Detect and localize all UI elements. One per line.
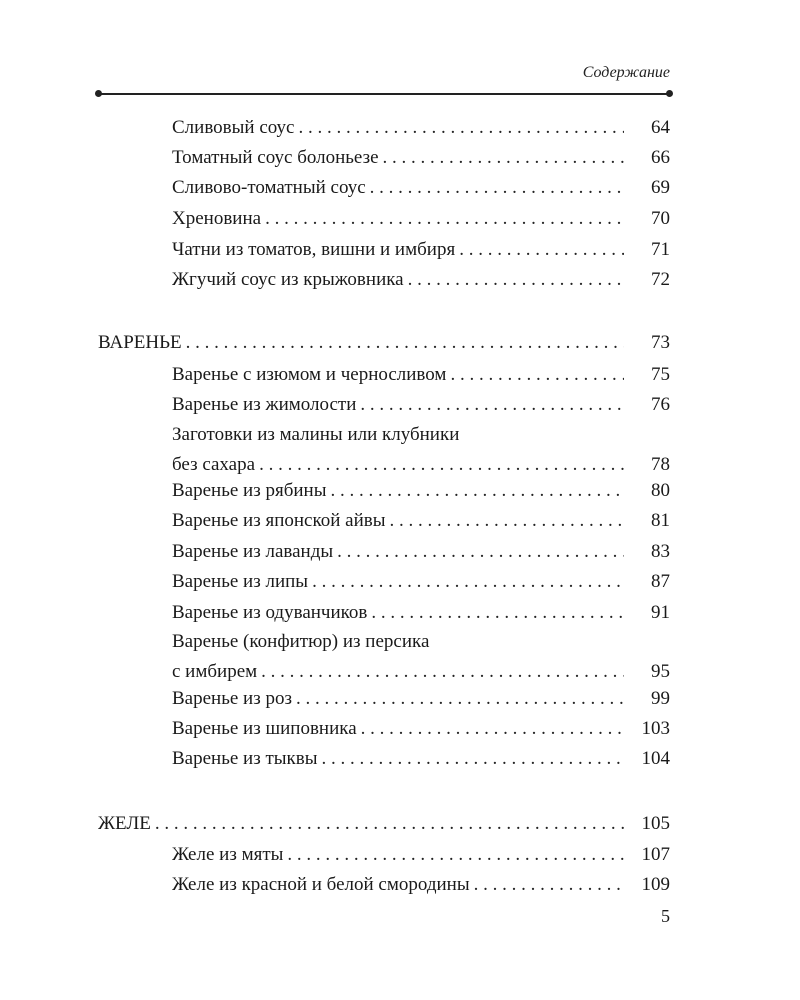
toc-entry-page: 107 [641,844,670,865]
toc-entry[interactable] [172,476,670,506]
dot-leader [383,143,624,173]
dot-leader [265,204,624,234]
toc-entry[interactable] [172,360,670,390]
dot-leader [155,809,624,839]
dot-leader [298,113,624,143]
toc-entry-page: 91 [651,602,670,623]
toc-entry-title: Желе из красной и белой смородины [172,874,470,895]
page-number: 5 [661,906,670,926]
toc-entry-title: Варенье из жимолости [172,394,357,415]
dot-leader [296,684,624,714]
dot-leader [390,506,624,536]
toc-entry-title: Варенье из роз [172,688,292,709]
toc-entry-title: Сливовый соус [172,117,295,138]
dot-leader [370,173,624,203]
toc-entry-title: без сахара [172,454,256,475]
toc-entry-page: 75 [651,364,670,385]
toc-entry-title: Варенье из тыквы [172,748,318,769]
toc-entry-page: 69 [651,177,670,198]
toc-entry[interactable] [172,265,670,295]
toc-entry[interactable] [172,840,670,870]
running-header: Содержание [582,64,670,81]
toc-entry-title: Варенье из одуванчиков [172,602,368,623]
toc-entry-title: Варенье с изюмом и черносливом [172,364,447,385]
toc-entry-title: Чатни из томатов, вишни и имбиря [172,239,456,260]
toc-entry[interactable] [172,506,670,536]
toc-section-title: ЖЕЛЕ [98,813,151,834]
toc-entry-page: 64 [651,117,670,138]
toc-entry-title: Желе из мяты [172,844,284,865]
dot-leader [331,476,625,506]
dot-leader [322,744,624,774]
toc-entry-page: 95 [651,661,670,682]
toc-entry-page: 103 [641,718,670,739]
dot-leader [371,598,624,628]
toc-entry-page: 78 [651,454,670,475]
dot-leader [287,840,624,870]
toc-section-page: 73 [651,332,670,353]
dot-leader [474,870,624,900]
toc-section-page: 105 [641,813,670,834]
toc-entry[interactable] [172,598,670,628]
dot-leader [408,265,624,295]
rule-dot-left [95,90,102,97]
toc-entry-title: Варенье из японской айвы [172,510,386,531]
toc-entry-page: 104 [641,748,670,769]
toc-entry-title-line1: Заготовки из малины или клубники [172,424,460,445]
toc-entry[interactable] [172,627,670,687]
dot-leader [261,657,624,687]
toc-entry-page: 80 [651,480,670,501]
rule-dot-right [666,90,673,97]
toc-entry[interactable] [172,870,670,900]
dot-leader [337,537,624,567]
toc-entry-page: 99 [651,688,670,709]
dot-leader [360,390,624,420]
toc-entry-page: 66 [651,147,670,168]
toc-entry-page: 87 [651,571,670,592]
dot-leader [450,360,624,390]
toc-section-heading[interactable] [98,809,670,839]
toc-entry-title: Жгучий соус из крыжовника [172,269,404,290]
toc-entry-title: Варенье из рябины [172,480,327,501]
toc-entry[interactable] [172,143,670,173]
toc-entry[interactable] [172,204,670,234]
toc-entry-title: с имбирем [172,661,258,682]
toc-entry[interactable] [172,684,670,714]
toc-entry[interactable] [172,567,670,597]
toc-entry[interactable] [172,173,670,203]
toc-section-title: ВАРЕНЬЕ [98,332,182,353]
toc-entry-title: Варенье из липы [172,571,309,592]
toc-entry-page: 72 [651,269,670,290]
toc-entry-page: 83 [651,541,670,562]
toc-entry-page: 71 [651,239,670,260]
toc-entry[interactable] [172,390,670,420]
dot-leader [312,567,624,597]
toc-entry[interactable] [172,537,670,567]
toc-entry-title: Сливово-томатный соус [172,177,366,198]
dot-leader [186,328,624,358]
toc-entry-title: Варенье из лаванды [172,541,334,562]
toc-entry-title-line1: Варенье (конфитюр) из персика [172,631,430,652]
toc-entry[interactable] [172,714,670,744]
toc-entry-page: 109 [641,874,670,895]
dot-leader [361,714,624,744]
toc-entry-page: 76 [651,394,670,415]
toc-entry-title: Варенье из шиповника [172,718,357,739]
header-rule [98,93,670,95]
toc-entry[interactable] [172,235,670,265]
toc-entry[interactable] [172,420,670,480]
toc-entry-page: 70 [651,208,670,229]
toc-entry-title: Хреновина [172,208,262,229]
toc-entry[interactable] [172,113,670,143]
dot-leader [459,235,624,265]
toc-entry-title: Томатный соус болоньезе [172,147,379,168]
toc-section-heading[interactable] [98,328,670,358]
toc-entry[interactable] [172,744,670,774]
toc-entry-page: 81 [651,510,670,531]
